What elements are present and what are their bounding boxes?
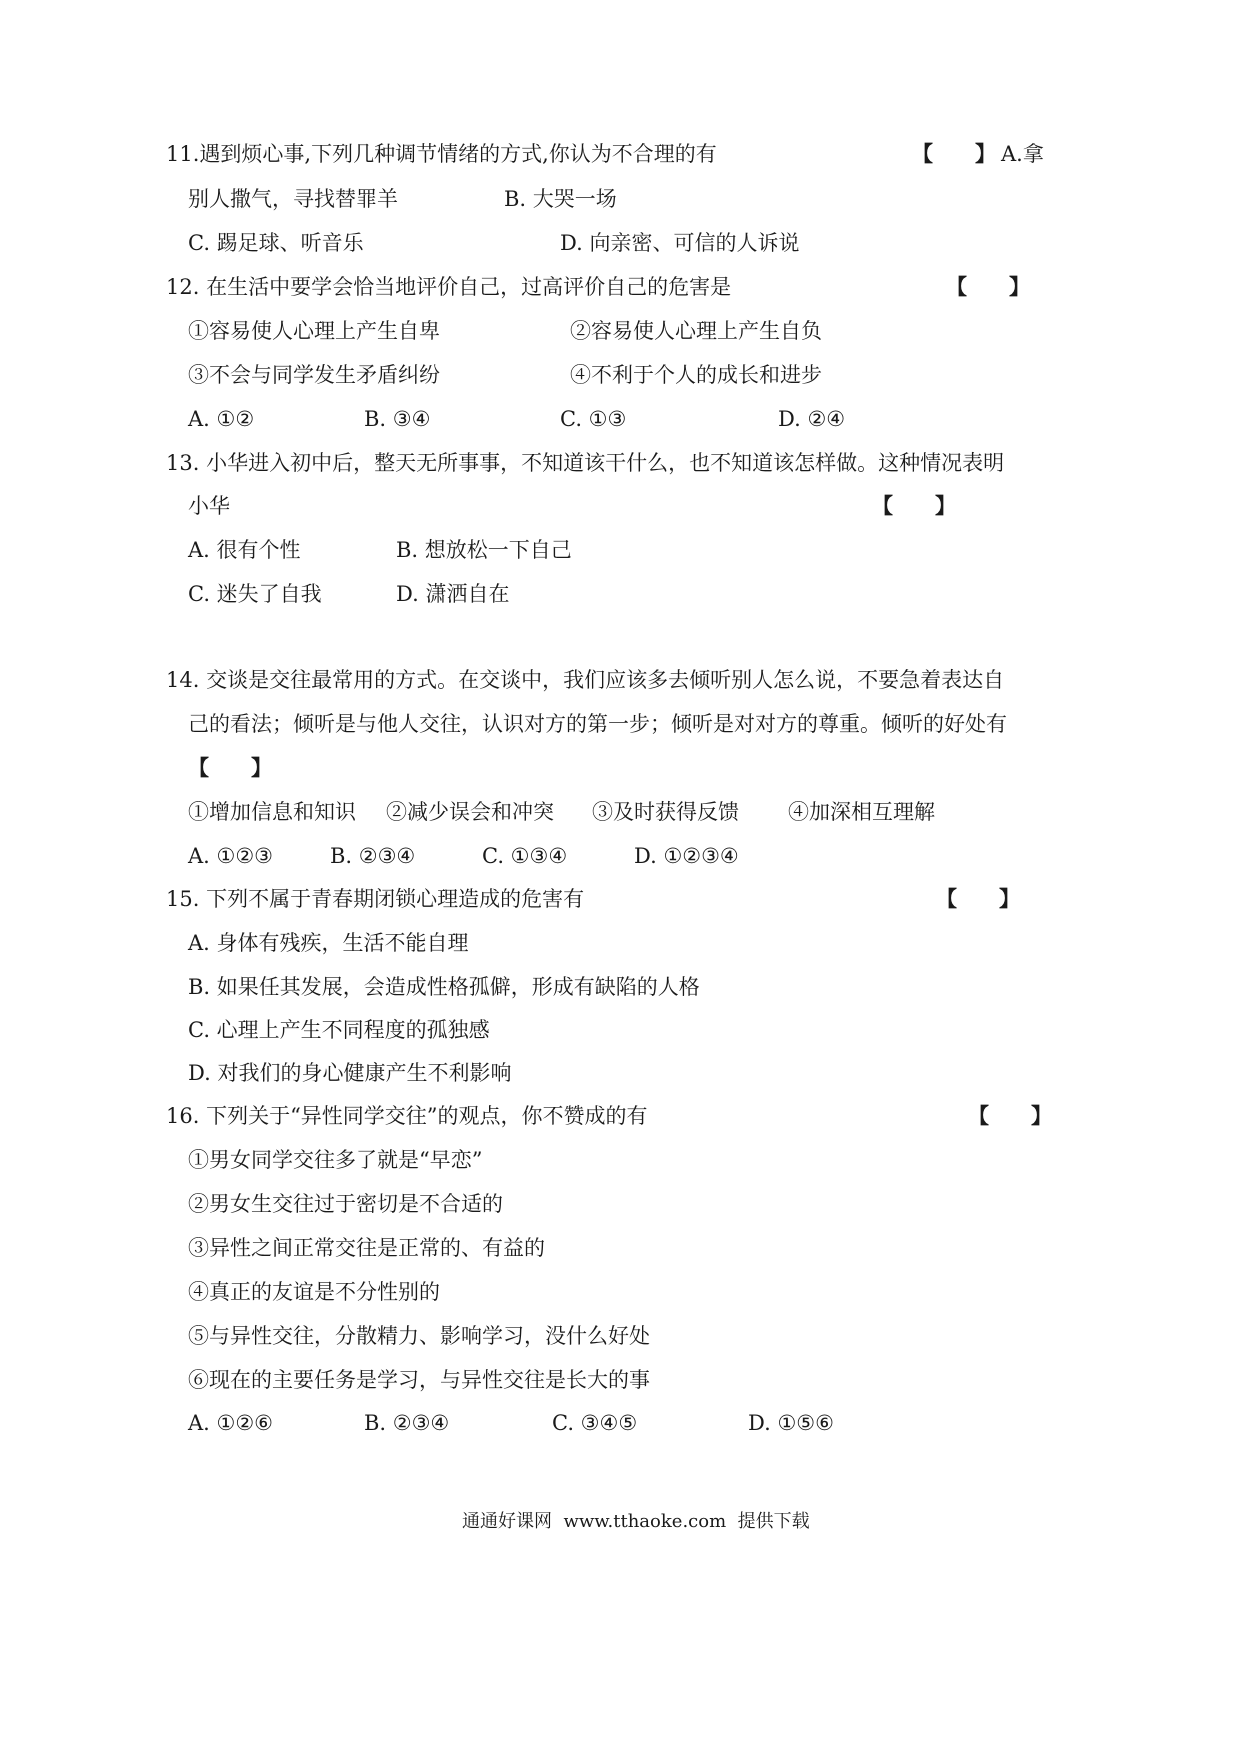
q14-choice-b: B. ②③④ [330, 844, 416, 868]
q11-answer-bracket[interactable]: 【 】 [912, 142, 996, 166]
q15-option-a: A. 身体有残疾，生活不能自理 [188, 931, 469, 955]
q15-answer-bracket[interactable]: 【 】 [936, 887, 1020, 911]
q16-choice-d: D. ①⑤⑥ [748, 1411, 834, 1435]
q12-item-3: ③不会与同学发生矛盾纠纷 [188, 363, 440, 387]
q11-option-d: D. 向亲密、可信的人诉说 [560, 231, 800, 255]
q16-item-3: ③异性之间正常交往是正常的、有益的 [188, 1236, 545, 1260]
q14-item-2: ②减少误会和冲突 [386, 800, 554, 824]
q15-option-c: C. 心理上产生不同程度的孤独感 [188, 1018, 490, 1042]
q12-choice-b: B. ③④ [364, 407, 431, 431]
q15-option-d: D. 对我们的身心健康产生不利影响 [188, 1061, 512, 1085]
q14-stem: 14. 交谈是交往最常用的方式。在交谈中，我们应该多去倾听别人怎么说，不要急着表达自 [166, 668, 1005, 692]
q12-item-1: ①容易使人心理上产生自卑 [188, 319, 440, 343]
q14-item-1: ①增加信息和知识 [188, 800, 356, 824]
q16-choice-c: C. ③④⑤ [552, 1411, 638, 1435]
q15-stem: 15. 下列不属于青春期闭锁心理造成的危害有 [166, 887, 585, 911]
q13-choice-a: A. 很有个性 [188, 538, 301, 562]
q12-stem: 12. 在生活中要学会恰当地评价自己，过高评价自己的危害是 [166, 275, 732, 299]
q16-answer-bracket[interactable]: 【 】 [968, 1104, 1052, 1128]
q16-item-2: ②男女生交往过于密切是不合适的 [188, 1192, 503, 1216]
q14-item-4: ④加深相互理解 [788, 800, 935, 824]
q14-item-3: ③及时获得反馈 [592, 800, 739, 824]
q12-choice-c: C. ①③ [560, 407, 627, 431]
q13-choice-c: C. 迷失了自我 [188, 582, 322, 606]
q11-option-a-cont: 别人撒气，寻找替罪羊 [188, 187, 398, 211]
q16-choice-a: A. ①②⑥ [188, 1411, 273, 1435]
q14-stem-cont: 己的看法；倾听是与他人交往，认识对方的第一步；倾听是对对方的尊重。倾听的好处有 [188, 712, 1007, 736]
q12-item-2: ②容易使人心理上产生自负 [570, 319, 822, 343]
q13-stem: 13. 小华进入初中后，整天无所事事，不知道该干什么，也不知道该怎样做。这种情况表明 [166, 451, 1005, 475]
q16-item-6: ⑥现在的主要任务是学习，与异性交往是长大的事 [188, 1368, 650, 1392]
q16-item-4: ④真正的友谊是不分性别的 [188, 1280, 440, 1304]
page-footer: 通通好课网 www.tthaoke.com 提供下载 [462, 1511, 810, 1532]
q16-stem: 16. 下列关于“异性同学交往”的观点，你不赞成的有 [166, 1104, 648, 1128]
q13-choice-d: D. 潇洒自在 [396, 582, 510, 606]
q16-choice-b: B. ②③④ [364, 1411, 450, 1435]
q12-choice-a: A. ①② [188, 407, 255, 431]
q12-choice-d: D. ②④ [778, 407, 846, 431]
q11-option-a: A.拿 [1001, 142, 1044, 166]
q16-item-5: ⑤与异性交往，分散精力、影响学习，没什么好处 [188, 1324, 650, 1348]
q14-choice-c: C. ①③④ [482, 844, 568, 868]
q14-choice-d: D. ①②③④ [634, 844, 739, 868]
q16-item-1: ①男女同学交往多了就是“早恋” [188, 1148, 483, 1172]
q14-choice-a: A. ①②③ [188, 844, 273, 868]
q13-answer-bracket[interactable]: 【 】 [872, 494, 956, 518]
q13-choice-b: B. 想放松一下自己 [396, 538, 572, 562]
q14-answer-bracket[interactable]: 【 】 [188, 756, 272, 780]
q11-option-c: C. 踢足球、听音乐 [188, 231, 364, 255]
q15-option-b: B. 如果任其发展，会造成性格孤僻，形成有缺陷的人格 [188, 975, 700, 999]
q13-stem-cont: 小华 [188, 494, 230, 518]
q12-item-4: ④不利于个人的成长和进步 [570, 363, 822, 387]
q12-answer-bracket[interactable]: 【 】 [946, 275, 1030, 299]
q11-stem: 11.遇到烦心事,下列几种调节情绪的方式,你认为不合理的有 [166, 142, 717, 166]
q11-option-b: B. 大哭一场 [504, 187, 617, 211]
